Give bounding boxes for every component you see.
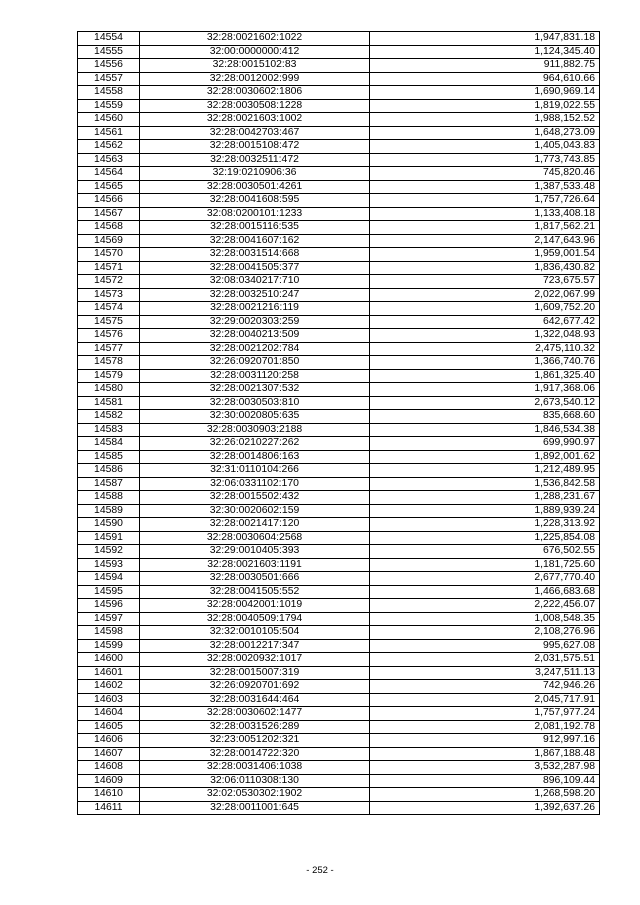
amount-cell: 1,536,842.58 bbox=[370, 477, 600, 491]
table-row bbox=[78, 234, 600, 248]
amount-cell: 1,773,743.85 bbox=[370, 153, 600, 167]
amount-cell: 1,181,725.60 bbox=[370, 558, 600, 572]
amount-cell: 699,990.97 bbox=[370, 437, 600, 451]
amount-cell: 3,247,511.13 bbox=[370, 666, 600, 680]
table-row bbox=[78, 72, 600, 86]
record-number-cell: 14603 bbox=[78, 693, 140, 707]
table-row bbox=[78, 410, 600, 424]
cadastral-number-cell: 32:28:0040509:1794 bbox=[140, 612, 370, 626]
amount-cell: 1,648,273.09 bbox=[370, 126, 600, 140]
cadastral-number-cell: 32:28:0030602:1806 bbox=[140, 86, 370, 100]
record-number-cell: 14579 bbox=[78, 369, 140, 383]
amount-cell: 1,836,430.82 bbox=[370, 261, 600, 275]
cadastral-number-cell: 32:28:0031526:289 bbox=[140, 720, 370, 734]
table-row bbox=[78, 261, 600, 275]
cadastral-number-cell: 32:26:0920701:850 bbox=[140, 356, 370, 370]
cadastral-number-cell: 32:28:0021603:1002 bbox=[140, 113, 370, 127]
amount-cell: 1,387,533.48 bbox=[370, 180, 600, 194]
table-row bbox=[78, 599, 600, 613]
cadastral-number-cell: 32:30:0020805:635 bbox=[140, 410, 370, 424]
cadastral-number-cell: 32:06:0331102:170 bbox=[140, 477, 370, 491]
table-row bbox=[78, 86, 600, 100]
record-number-cell: 14610 bbox=[78, 788, 140, 802]
table-row bbox=[78, 653, 600, 667]
record-number-cell: 14587 bbox=[78, 477, 140, 491]
cadastral-number-cell: 32:28:0031406:1038 bbox=[140, 761, 370, 775]
amount-cell: 1,268,598.20 bbox=[370, 788, 600, 802]
amount-cell: 642,677.42 bbox=[370, 315, 600, 329]
record-number-cell: 14569 bbox=[78, 234, 140, 248]
table-row bbox=[78, 666, 600, 680]
table-row bbox=[78, 747, 600, 761]
table-row bbox=[78, 153, 600, 167]
amount-cell: 1,959,001.54 bbox=[370, 248, 600, 262]
table-row bbox=[78, 707, 600, 721]
table-row bbox=[78, 248, 600, 262]
amount-cell: 1,133,408.18 bbox=[370, 207, 600, 221]
record-number-cell: 14562 bbox=[78, 140, 140, 154]
table-row bbox=[78, 450, 600, 464]
cadastral-number-cell: 32:08:0200101:1233 bbox=[140, 207, 370, 221]
cadastral-number-cell: 32:28:0020932:1017 bbox=[140, 653, 370, 667]
cadastral-number-cell: 32:28:0021216:119 bbox=[140, 302, 370, 316]
record-number-cell: 14560 bbox=[78, 113, 140, 127]
amount-cell: 2,677,770.40 bbox=[370, 572, 600, 586]
table-row bbox=[78, 32, 600, 46]
record-number-cell: 14596 bbox=[78, 599, 140, 613]
amount-cell: 1,757,977.24 bbox=[370, 707, 600, 721]
record-number-cell: 14609 bbox=[78, 774, 140, 788]
cadastral-number-cell: 32:28:0031514:668 bbox=[140, 248, 370, 262]
table-row bbox=[78, 45, 600, 59]
record-number-cell: 14608 bbox=[78, 761, 140, 775]
table-row bbox=[78, 531, 600, 545]
record-number-cell: 14558 bbox=[78, 86, 140, 100]
cadastral-number-cell: 32:28:0021417:120 bbox=[140, 518, 370, 532]
table-row bbox=[78, 315, 600, 329]
record-number-cell: 14588 bbox=[78, 491, 140, 505]
table-row bbox=[78, 288, 600, 302]
cadastral-number-cell: 32:28:0030501:666 bbox=[140, 572, 370, 586]
cadastral-number-cell: 32:28:0021603:1191 bbox=[140, 558, 370, 572]
table-row bbox=[78, 194, 600, 208]
table-row bbox=[78, 572, 600, 586]
table-row bbox=[78, 558, 600, 572]
cadastral-number-cell: 32:31:0110104:266 bbox=[140, 464, 370, 478]
record-number-cell: 14554 bbox=[78, 32, 140, 46]
amount-cell: 1,861,325.40 bbox=[370, 369, 600, 383]
table-row bbox=[78, 59, 600, 73]
record-number-cell: 14576 bbox=[78, 329, 140, 343]
amount-cell: 1,609,752.20 bbox=[370, 302, 600, 316]
record-number-cell: 14605 bbox=[78, 720, 140, 734]
table-row bbox=[78, 720, 600, 734]
record-number-cell: 14557 bbox=[78, 72, 140, 86]
table-row bbox=[78, 113, 600, 127]
cadastral-number-cell: 32:08:0340217:710 bbox=[140, 275, 370, 289]
record-number-cell: 14590 bbox=[78, 518, 140, 532]
record-number-cell: 14559 bbox=[78, 99, 140, 113]
table-row bbox=[78, 801, 600, 815]
record-number-cell: 14568 bbox=[78, 221, 140, 235]
record-number-cell: 14606 bbox=[78, 734, 140, 748]
table-row bbox=[78, 275, 600, 289]
amount-cell: 1,817,562.21 bbox=[370, 221, 600, 235]
record-number-cell: 14594 bbox=[78, 572, 140, 586]
cadastral-number-cell: 32:28:0030903:2188 bbox=[140, 423, 370, 437]
amount-cell: 1,366,740.76 bbox=[370, 356, 600, 370]
amount-cell: 1,405,043.83 bbox=[370, 140, 600, 154]
record-number-cell: 14584 bbox=[78, 437, 140, 451]
table-row bbox=[78, 545, 600, 559]
record-number-cell: 14570 bbox=[78, 248, 140, 262]
record-number-cell: 14575 bbox=[78, 315, 140, 329]
record-number-cell: 14565 bbox=[78, 180, 140, 194]
table-row bbox=[78, 734, 600, 748]
cadastral-number-cell: 32:28:0030604:2568 bbox=[140, 531, 370, 545]
record-number-cell: 14582 bbox=[78, 410, 140, 424]
table-row bbox=[78, 342, 600, 356]
amount-cell: 2,108,276.96 bbox=[370, 626, 600, 640]
record-number-cell: 14574 bbox=[78, 302, 140, 316]
records-table bbox=[77, 31, 600, 815]
cadastral-number-cell: 32:28:0021602:1022 bbox=[140, 32, 370, 46]
record-number-cell: 14563 bbox=[78, 153, 140, 167]
cadastral-number-cell: 32:23:0051202:321 bbox=[140, 734, 370, 748]
table-row bbox=[78, 356, 600, 370]
amount-cell: 835,668.60 bbox=[370, 410, 600, 424]
amount-cell: 1,124,345.40 bbox=[370, 45, 600, 59]
table-row bbox=[78, 99, 600, 113]
record-number-cell: 14589 bbox=[78, 504, 140, 518]
record-number-cell: 14581 bbox=[78, 396, 140, 410]
amount-cell: 911,882.75 bbox=[370, 59, 600, 73]
amount-cell: 2,222,456.07 bbox=[370, 599, 600, 613]
amount-cell: 896,109.44 bbox=[370, 774, 600, 788]
amount-cell: 1,846,534.38 bbox=[370, 423, 600, 437]
amount-cell: 2,475,110.32 bbox=[370, 342, 600, 356]
table-row bbox=[78, 788, 600, 802]
table-row bbox=[78, 302, 600, 316]
cadastral-number-cell: 32:28:0014722:320 bbox=[140, 747, 370, 761]
cadastral-number-cell: 32:28:0031120:258 bbox=[140, 369, 370, 383]
table-row bbox=[78, 383, 600, 397]
amount-cell: 1,690,969.14 bbox=[370, 86, 600, 100]
table-row bbox=[78, 207, 600, 221]
record-number-cell: 14577 bbox=[78, 342, 140, 356]
table-row bbox=[78, 639, 600, 653]
table-row bbox=[78, 140, 600, 154]
table-row bbox=[78, 464, 600, 478]
record-number-cell: 14556 bbox=[78, 59, 140, 73]
record-number-cell: 14595 bbox=[78, 585, 140, 599]
cadastral-number-cell: 32:28:0041505:552 bbox=[140, 585, 370, 599]
amount-cell: 2,147,643.96 bbox=[370, 234, 600, 248]
amount-cell: 1,819,022.55 bbox=[370, 99, 600, 113]
table-row bbox=[78, 518, 600, 532]
table-row bbox=[78, 221, 600, 235]
cadastral-number-cell: 32:00:0000000:412 bbox=[140, 45, 370, 59]
table-row bbox=[78, 126, 600, 140]
amount-cell: 1,892,001.62 bbox=[370, 450, 600, 464]
amount-cell: 2,673,540.12 bbox=[370, 396, 600, 410]
cadastral-number-cell: 32:28:0015007:319 bbox=[140, 666, 370, 680]
amount-cell: 1,288,231.67 bbox=[370, 491, 600, 505]
amount-cell: 745,820.46 bbox=[370, 167, 600, 181]
amount-cell: 723,675.57 bbox=[370, 275, 600, 289]
cadastral-number-cell: 32:28:0021307:532 bbox=[140, 383, 370, 397]
amount-cell: 1,867,188.48 bbox=[370, 747, 600, 761]
record-number-cell: 14580 bbox=[78, 383, 140, 397]
record-number-cell: 14600 bbox=[78, 653, 140, 667]
record-number-cell: 14611 bbox=[78, 801, 140, 815]
record-number-cell: 14591 bbox=[78, 531, 140, 545]
table-row bbox=[78, 369, 600, 383]
record-number-cell: 14578 bbox=[78, 356, 140, 370]
amount-cell: 1,228,313.92 bbox=[370, 518, 600, 532]
amount-cell: 1,008,548.35 bbox=[370, 612, 600, 626]
record-number-cell: 14564 bbox=[78, 167, 140, 181]
cadastral-number-cell: 32:30:0020602:159 bbox=[140, 504, 370, 518]
cadastral-number-cell: 32:28:0011001:645 bbox=[140, 801, 370, 815]
amount-cell: 1,466,683.68 bbox=[370, 585, 600, 599]
cadastral-number-cell: 32:28:0030501:4261 bbox=[140, 180, 370, 194]
table-row bbox=[78, 437, 600, 451]
table-row bbox=[78, 423, 600, 437]
record-number-cell: 14566 bbox=[78, 194, 140, 208]
table-row bbox=[78, 477, 600, 491]
record-number-cell: 14604 bbox=[78, 707, 140, 721]
record-number-cell: 14585 bbox=[78, 450, 140, 464]
table-row bbox=[78, 180, 600, 194]
record-number-cell: 14607 bbox=[78, 747, 140, 761]
record-number-cell: 14583 bbox=[78, 423, 140, 437]
record-number-cell: 14602 bbox=[78, 680, 140, 694]
amount-cell: 2,081,192.78 bbox=[370, 720, 600, 734]
amount-cell: 1,988,152.52 bbox=[370, 113, 600, 127]
amount-cell: 1,322,048.93 bbox=[370, 329, 600, 343]
amount-cell: 1,212,489.95 bbox=[370, 464, 600, 478]
record-number-cell: 14555 bbox=[78, 45, 140, 59]
cadastral-number-cell: 32:26:0210227:262 bbox=[140, 437, 370, 451]
cadastral-number-cell: 32:28:0042001:1019 bbox=[140, 599, 370, 613]
table-row bbox=[78, 491, 600, 505]
cadastral-number-cell: 32:28:0042703:467 bbox=[140, 126, 370, 140]
cadastral-number-cell: 32:28:0012217:347 bbox=[140, 639, 370, 653]
cadastral-number-cell: 32:28:0030602:1477 bbox=[140, 707, 370, 721]
table-row bbox=[78, 626, 600, 640]
record-number-cell: 14586 bbox=[78, 464, 140, 478]
cadastral-number-cell: 32:28:0014806:163 bbox=[140, 450, 370, 464]
table-row bbox=[78, 329, 600, 343]
amount-cell: 1,392,637.26 bbox=[370, 801, 600, 815]
record-number-cell: 14593 bbox=[78, 558, 140, 572]
amount-cell: 912,997.16 bbox=[370, 734, 600, 748]
cadastral-number-cell: 32:32:0010105:504 bbox=[140, 626, 370, 640]
cadastral-number-cell: 32:28:0031644:464 bbox=[140, 693, 370, 707]
cadastral-number-cell: 32:28:0041505:377 bbox=[140, 261, 370, 275]
cadastral-number-cell: 32:28:0021202:784 bbox=[140, 342, 370, 356]
record-number-cell: 14599 bbox=[78, 639, 140, 653]
cadastral-number-cell: 32:28:0040213:509 bbox=[140, 329, 370, 343]
record-number-cell: 14601 bbox=[78, 666, 140, 680]
record-number-cell: 14598 bbox=[78, 626, 140, 640]
cadastral-number-cell: 32:28:0015502:432 bbox=[140, 491, 370, 505]
cadastral-number-cell: 32:02:0530302:1902 bbox=[140, 788, 370, 802]
cadastral-number-cell: 32:28:0032511:472 bbox=[140, 153, 370, 167]
amount-cell: 1,889,939.24 bbox=[370, 504, 600, 518]
amount-cell: 1,947,831.18 bbox=[370, 32, 600, 46]
amount-cell: 2,022,067.99 bbox=[370, 288, 600, 302]
cadastral-number-cell: 32:28:0041607:162 bbox=[140, 234, 370, 248]
cadastral-number-cell: 32:29:0020303:259 bbox=[140, 315, 370, 329]
table-row bbox=[78, 761, 600, 775]
table-row bbox=[78, 693, 600, 707]
table-row bbox=[78, 585, 600, 599]
record-number-cell: 14567 bbox=[78, 207, 140, 221]
amount-cell: 2,031,575.51 bbox=[370, 653, 600, 667]
cadastral-number-cell: 32:28:0012002:999 bbox=[140, 72, 370, 86]
cadastral-number-cell: 32:26:0920701:692 bbox=[140, 680, 370, 694]
table-row bbox=[78, 396, 600, 410]
records-table-body bbox=[78, 32, 600, 815]
record-number-cell: 14592 bbox=[78, 545, 140, 559]
page-number: - 252 - bbox=[306, 865, 334, 876]
amount-cell: 1,225,854.08 bbox=[370, 531, 600, 545]
table-row bbox=[78, 612, 600, 626]
record-number-cell: 14597 bbox=[78, 612, 140, 626]
amount-cell: 742,946.26 bbox=[370, 680, 600, 694]
cadastral-number-cell: 32:28:0030503:810 bbox=[140, 396, 370, 410]
amount-cell: 1,917,368.06 bbox=[370, 383, 600, 397]
record-number-cell: 14571 bbox=[78, 261, 140, 275]
amount-cell: 1,757,726.64 bbox=[370, 194, 600, 208]
record-number-cell: 14572 bbox=[78, 275, 140, 289]
record-number-cell: 14561 bbox=[78, 126, 140, 140]
table-row bbox=[78, 167, 600, 181]
cadastral-number-cell: 32:28:0015108:472 bbox=[140, 140, 370, 154]
amount-cell: 995,627.08 bbox=[370, 639, 600, 653]
record-number-cell: 14573 bbox=[78, 288, 140, 302]
table-row bbox=[78, 774, 600, 788]
amount-cell: 964,610.66 bbox=[370, 72, 600, 86]
cadastral-number-cell: 32:29:0010405:393 bbox=[140, 545, 370, 559]
amount-cell: 676,502.55 bbox=[370, 545, 600, 559]
amount-cell: 2,045,717.91 bbox=[370, 693, 600, 707]
table-row bbox=[78, 680, 600, 694]
table-row bbox=[78, 504, 600, 518]
cadastral-number-cell: 32:28:0041608:595 bbox=[140, 194, 370, 208]
cadastral-number-cell: 32:28:0032510:247 bbox=[140, 288, 370, 302]
cadastral-number-cell: 32:06:0110308:130 bbox=[140, 774, 370, 788]
cadastral-number-cell: 32:28:0015116:535 bbox=[140, 221, 370, 235]
amount-cell: 3,532,287.98 bbox=[370, 761, 600, 775]
cadastral-number-cell: 32:28:0015102:83 bbox=[140, 59, 370, 73]
cadastral-number-cell: 32:19:0210906:36 bbox=[140, 167, 370, 181]
cadastral-number-cell: 32:28:0030508:1228 bbox=[140, 99, 370, 113]
